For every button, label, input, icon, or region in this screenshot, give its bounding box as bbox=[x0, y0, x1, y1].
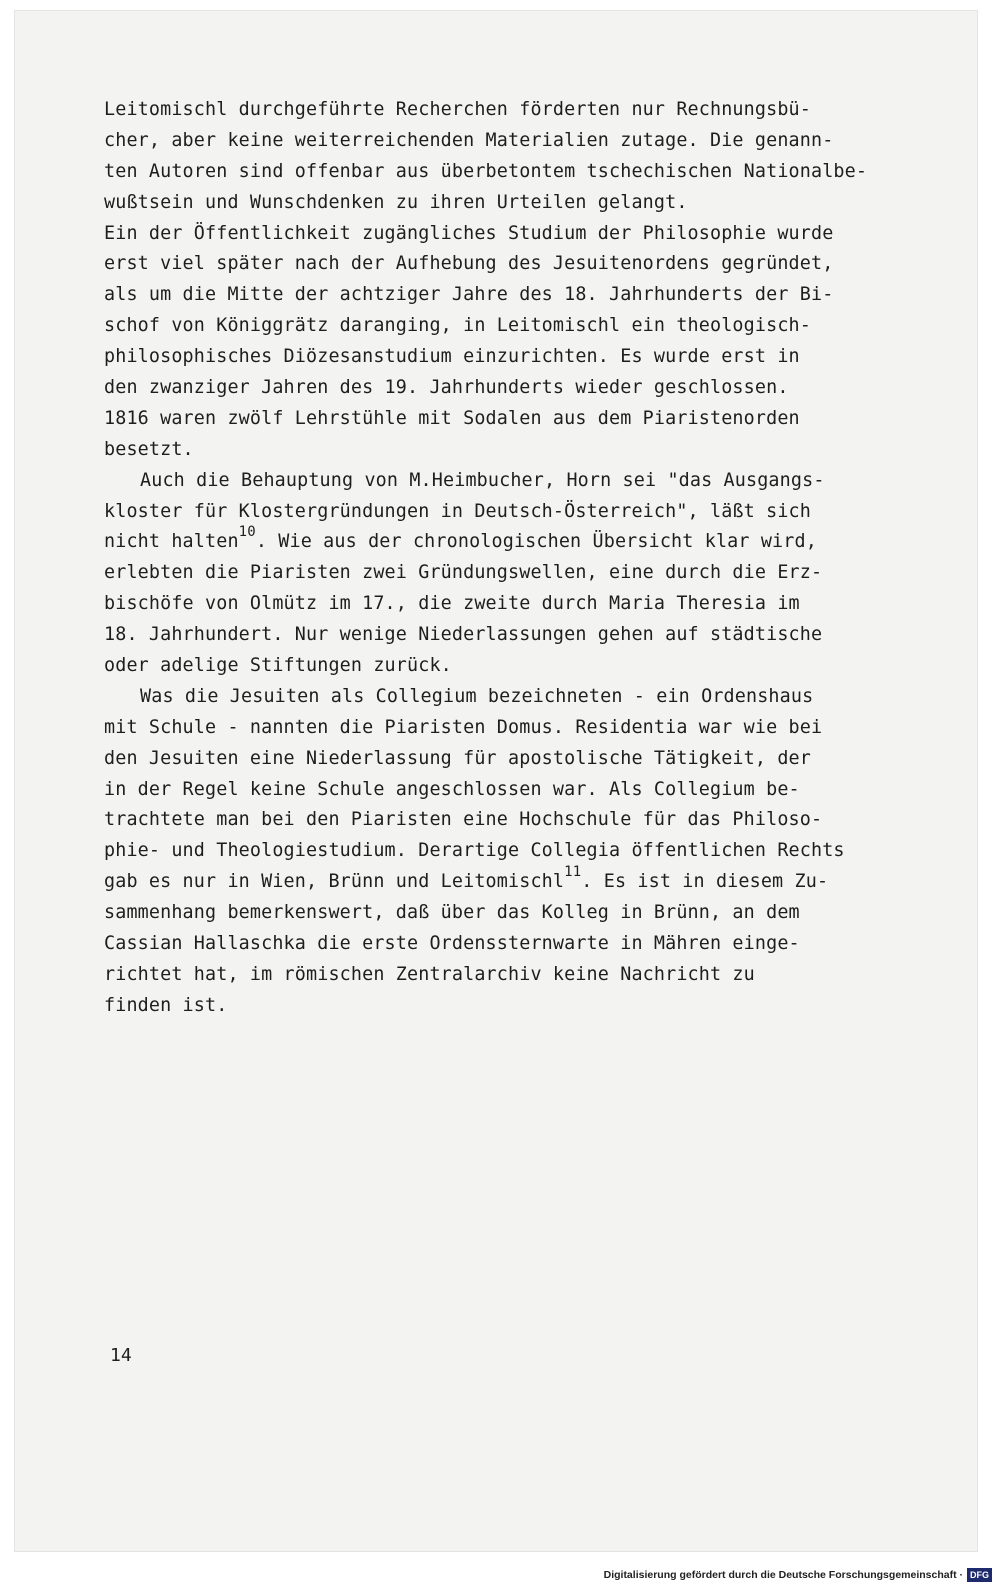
footnote-ref-11: 11 bbox=[564, 864, 582, 881]
text-line: 18. Jahrhundert. Nur wenige Niederlassungen gehen auf städtische bbox=[104, 624, 823, 646]
text-line: den zwanziger Jahren des 19. Jahrhunderts wieder geschlossen. bbox=[104, 377, 789, 399]
text-line: cher, aber keine weiterreichenden Materialien zutage. Die genann- bbox=[104, 129, 834, 151]
digitization-footer bbox=[604, 1567, 992, 1583]
text-line: oder adelige Stiftungen zurück. bbox=[104, 655, 452, 677]
text-segment: gab es nur in Wien, Brünn und Leitomischl bbox=[104, 871, 565, 893]
text-line: sammenhang bemerkenswert, daß über das Kolleg in Brünn, an dem bbox=[104, 902, 800, 924]
text-line: Ein der Öffentlichkeit zugängliches Studium der Philosophie wurde bbox=[104, 222, 834, 244]
text-line: erst viel später nach der Aufhebung des Jesuitenordens gegründet, bbox=[104, 253, 834, 275]
footer-credit: Digitalisierung gefördert durch die Deutsche Forschungsgemeinschaft · bbox=[603, 1569, 963, 1581]
text-line: ten Autoren sind offenbar aus überbetontem tschechischen Nationalbe- bbox=[104, 160, 868, 182]
text-line: wußtsein und Wunschdenken zu ihren Urteilen gelangt. bbox=[104, 191, 688, 213]
page-number: 14 bbox=[110, 1345, 132, 1366]
text-segment: . Wie aus der chronologischen Übersicht klar wird, bbox=[255, 531, 817, 553]
text-segment: . Es ist in diesem Zu- bbox=[581, 871, 829, 893]
text-line: Auch die Behauptung von M.Heimbucher, Horn sei "das Ausgangs- bbox=[140, 469, 825, 491]
text-line: erlebten die Piaristen zwei Gründungswellen, eine durch die Erz- bbox=[104, 562, 823, 584]
text-line: richtet hat, im römischen Zentralarchiv keine Nachricht zu bbox=[104, 963, 755, 985]
body-text bbox=[104, 95, 944, 1022]
text-line-with-footnote bbox=[104, 864, 944, 898]
text-segment: nicht halten bbox=[104, 531, 239, 553]
text-line: phie- und Theologiestudium. Derartige Collegia öffentlichen Rechts bbox=[104, 840, 845, 862]
footnote-ref-10: 10 bbox=[238, 524, 256, 541]
text-line: den Jesuiten eine Niederlassung für apostolische Tätigkeit, der bbox=[104, 747, 811, 769]
text-line: schof von Königgrätz daranging, in Leitomischl ein theologisch- bbox=[104, 315, 811, 337]
text-line-with-footnote bbox=[104, 524, 944, 558]
text-line: mit Schule - nannten die Piaristen Domus. Residentia war wie bei bbox=[104, 716, 823, 738]
dfg-logo: DFG bbox=[967, 1568, 992, 1582]
text-line: finden ist. bbox=[104, 994, 228, 1016]
text-line: Was die Jesuiten als Collegium bezeichneten - ein Ordenshaus bbox=[140, 685, 814, 707]
text-line: als um die Mitte der achtziger Jahre des 18. Jahrhunderts der Bi- bbox=[104, 284, 834, 306]
text-line: 1816 waren zwölf Lehrstühle mit Sodalen aus dem Piaristenorden bbox=[104, 407, 800, 429]
text-line: kloster für Klostergründungen in Deutsch-Österreich", läßt sich bbox=[104, 500, 811, 522]
text-line: bischöfe von Olmütz im 17., die zweite durch Maria Theresia im bbox=[104, 593, 800, 615]
text-line: Cassian Hallaschka die erste Ordenssternwarte in Mähren einge- bbox=[104, 933, 800, 955]
text-line: Leitomischl durchgeführte Recherchen förderten nur Rechnungsbü- bbox=[104, 99, 811, 120]
text-line: trachtete man bei den Piaristen eine Hochschule für das Philoso- bbox=[104, 809, 823, 831]
text-line: in der Regel keine Schule angeschlossen war. Als Collegium be- bbox=[104, 778, 800, 800]
text-line: philosophisches Diözesanstudium einzurichten. Es wurde erst in bbox=[104, 346, 800, 368]
text-line: besetzt. bbox=[104, 438, 194, 460]
